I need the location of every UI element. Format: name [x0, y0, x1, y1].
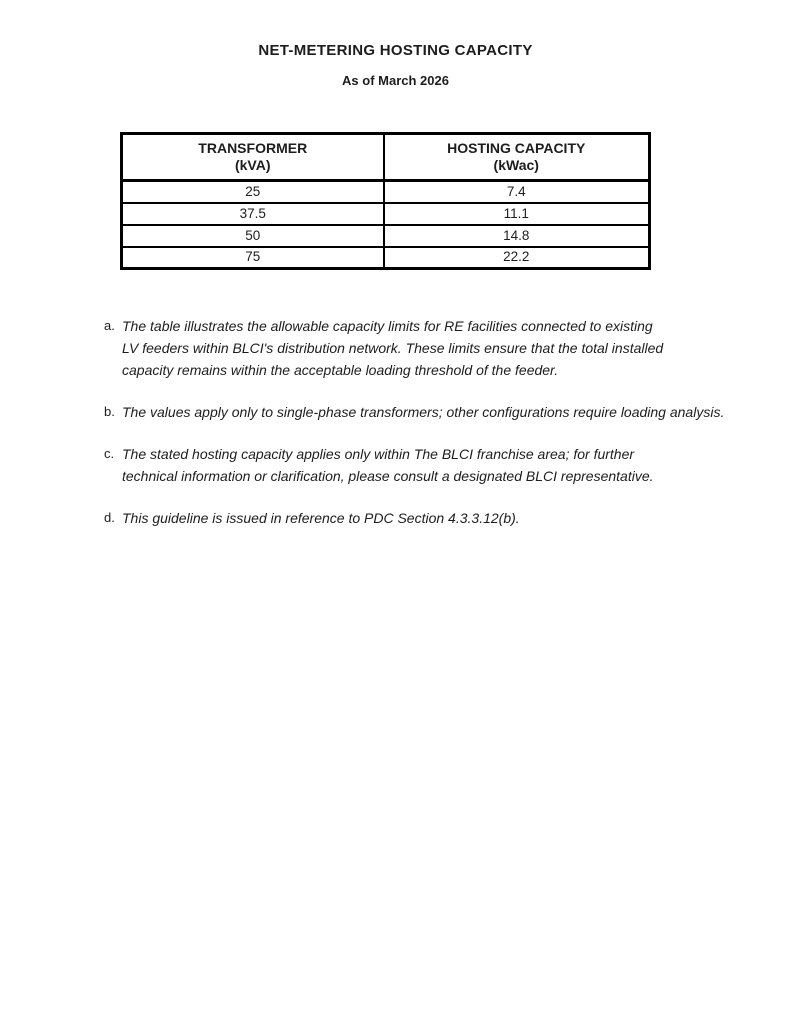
note-item [104, 401, 729, 423]
note-line: This guideline is issued in reference to PDC Section 4.3.3.12(b). [122, 510, 520, 526]
note-marker: d. [104, 510, 115, 525]
table-row [122, 247, 650, 269]
note-marker: c. [104, 446, 115, 461]
note-line: The table illustrates the allowable capacity limits for RE facilities connected to existing [122, 318, 653, 334]
table-cell: 37.5 [122, 203, 384, 225]
note-text [122, 401, 724, 423]
note-item [104, 443, 729, 487]
table-header-row [122, 134, 650, 181]
note-marker: a. [104, 318, 115, 333]
note-line: capacity remains within the acceptable loading threshold of the feeder. [122, 362, 559, 378]
note-line: The stated hosting capacity applies only within The BLCI franchise area; for further [122, 446, 635, 462]
table-cell: 7.4 [384, 181, 650, 203]
note-line: technical information or clarification, please consult a designated BLCI representative. [122, 468, 654, 484]
header-line-2: (kWac) [493, 157, 539, 173]
header-line-2: (kVA) [234, 157, 271, 173]
capacity-table [120, 132, 651, 270]
note-marker: b. [104, 404, 115, 419]
note-text [122, 315, 663, 381]
table-cell: 14.8 [384, 225, 650, 247]
table-cell: 11.1 [384, 203, 650, 225]
note-line: The values apply only to single-phase transformers; other configurations require loading analysis. [122, 404, 725, 420]
table-header-hosting-capacity [384, 134, 650, 181]
header-line-1: HOSTING CAPACITY [447, 140, 586, 156]
note-text [122, 443, 654, 487]
table-cell: 25 [122, 181, 384, 203]
table-header-transformer [122, 134, 384, 181]
note-line: LV feeders within BLCI's distribution network. These limits ensure that the total installed [122, 340, 664, 356]
table-cell: 50 [122, 225, 384, 247]
header-line-1: TRANSFORMER [198, 140, 308, 156]
notes-list [104, 315, 729, 529]
table-row [122, 203, 650, 225]
table-row [122, 181, 650, 203]
table-cell: 22.2 [384, 247, 650, 269]
note-text [122, 507, 520, 529]
page-subtitle: As of March 2026 [342, 73, 449, 88]
note-item [104, 507, 729, 529]
table-row [122, 225, 650, 247]
note-item [104, 315, 729, 381]
table-cell: 75 [122, 247, 384, 269]
page-title: NET-METERING HOSTING CAPACITY [258, 42, 533, 59]
